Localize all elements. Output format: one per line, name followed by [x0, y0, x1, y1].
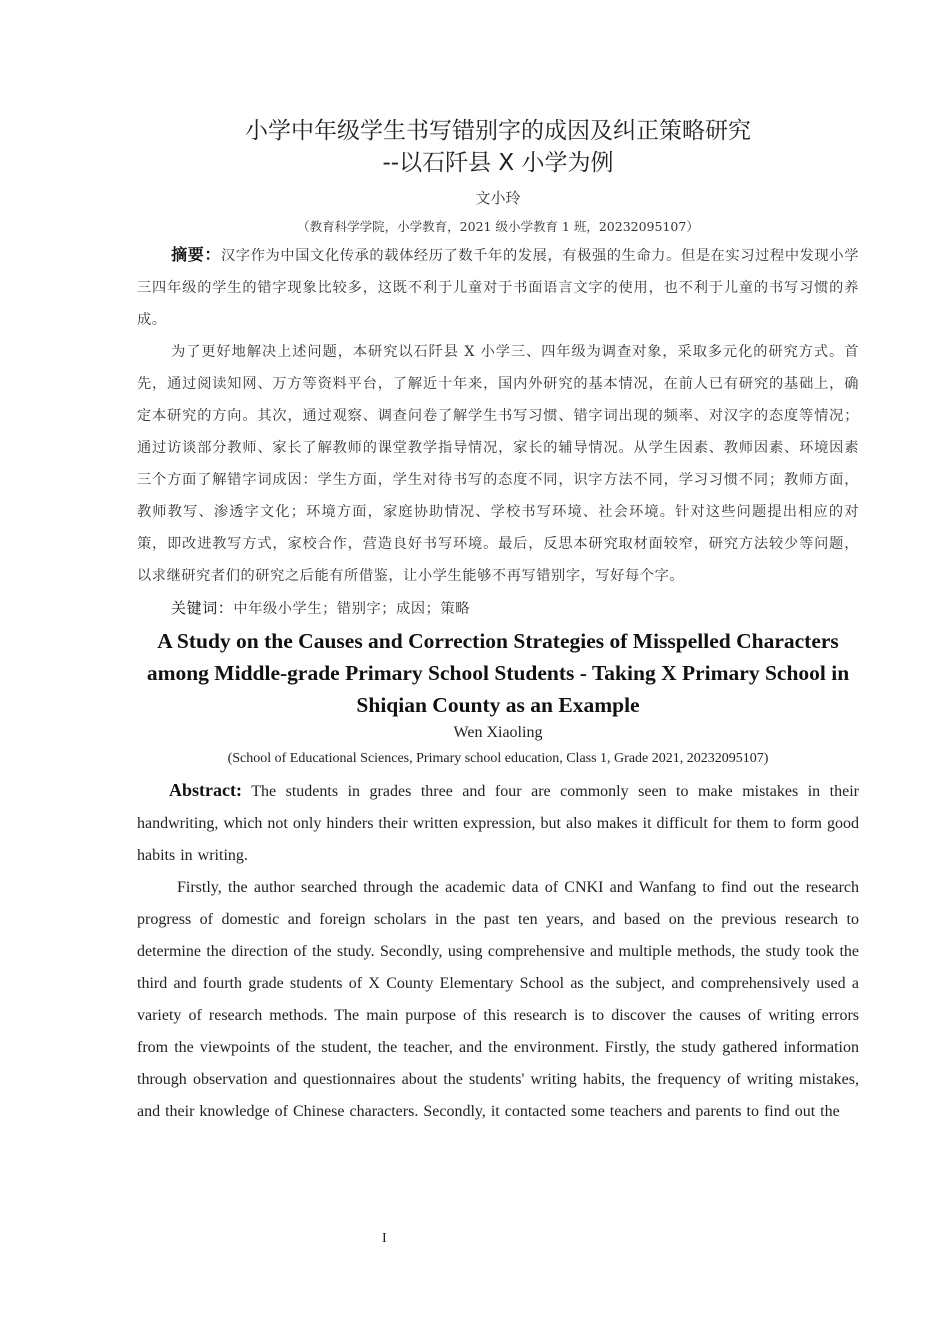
chinese-abstract-text-1: 汉字作为中国文化传承的载体经历了数千年的发展，有极强的生命力。但是在实习过程中发现小学三四年级的学生的错字现象比较多，这既不利于儿童对于书面语言文字的使用，也不利于儿童的书写习惯的养成。 — [137, 248, 859, 328]
english-author: Wen Xiaoling — [453, 724, 543, 741]
english-abstract-text-1: The students in grades three and four are commonly seen to make mistakes in their handwriting, which not only hinders their written expression, but also makes it difficult for them to form good habits in writing. — [137, 783, 859, 864]
chinese-title-line-1: 小学中年级学生书写错别字的成因及纠正策略研究 — [245, 118, 751, 144]
english-title: A Study on the Causes and Correction Strategies of Misspelled Characters among Middle-grade Primary School Students - Taking X Primary School in Shiqian County as an Example — [146, 629, 850, 717]
chinese-abstract-paragraph-1 — [137, 239, 859, 336]
chinese-abstract-label: 摘要： — [171, 245, 222, 264]
chinese-abstract-paragraph-2: 为了更好地解决上述问题，本研究以石阡县 X 小学三、四年级为调查对象，采取多元化的研究方式。首先，通过阅读知网、万方等资料平台，了解近十年来，国内外研究的基本情况，在前人已有研究的基础上，确定本研究的方向。其次，通过观察、调查问卷了解学生书写习惯、错字词出现的频率、对汉字的态度等情况；通过访谈部分教师、家长了解教师的课堂教学指导情况，家长的辅导情况。从学生因素、教师因素、环境因素三个方面了解错字词成因：学生方面，学生对待书写的态度不同，识字方法不同，学习习惯不同；教师方面，教师教写、渗透字文化；环境方面，家庭协助情况、学校书写环境、社会环境。针对这些问题提出相应的对策，即改进教写方式，家校合作，营造良好书写环境。最后，反思本研究取材面较窄，研究方法较少等问题，以求继研究者们的研究之后能有所借鉴，让小学生能够不再写错别字，写好每个字。 — [137, 344, 859, 584]
chinese-affiliation: （教育科学学院，小学教育，2021 级小学教育 1 班，20232095107） — [297, 219, 699, 234]
page-number: I — [382, 1231, 387, 1246]
english-abstract-paragraph-1 — [137, 774, 859, 872]
paper-page — [137, 0, 859, 1128]
chinese-author: 文小玲 — [475, 189, 521, 207]
english-abstract-label: Abstract: — [169, 780, 242, 800]
chinese-keywords — [137, 592, 859, 625]
chinese-title — [137, 115, 859, 179]
english-affiliation: (School of Educational Sciences, Primary school education, Class 1, Grade 2021, 20232095107) — [227, 751, 769, 766]
chinese-keywords-text: 中年级小学生；错别字；成因；策略 — [233, 601, 471, 617]
chinese-keywords-label: 关键词： — [171, 599, 234, 617]
english-abstract-paragraph-2: Firstly, the author searched through the academic data of CNKI and Wanfang to find out the research progress of domestic and foreign scholars in the past ten years, and based on the previous research to determine the direction of the study. Secondly, using comprehensive and multiple methods, the study took the third and fourth grade students of X County Elementary School as the subject, and comprehensively used a variety of research methods. The main purpose of this research is to discover the causes of writing errors from the viewpoints of the student, the teacher, and the environment. Firstly, the study gathered information through observation and questionnaires about the students' writing habits, the frequency of writing mistakes, and their knowledge of Chinese characters. Secondly, it contacted some teachers and parents to find out the — [137, 879, 859, 1120]
chinese-title-line-2: --以石阡县 X 小学为例 — [382, 150, 614, 176]
